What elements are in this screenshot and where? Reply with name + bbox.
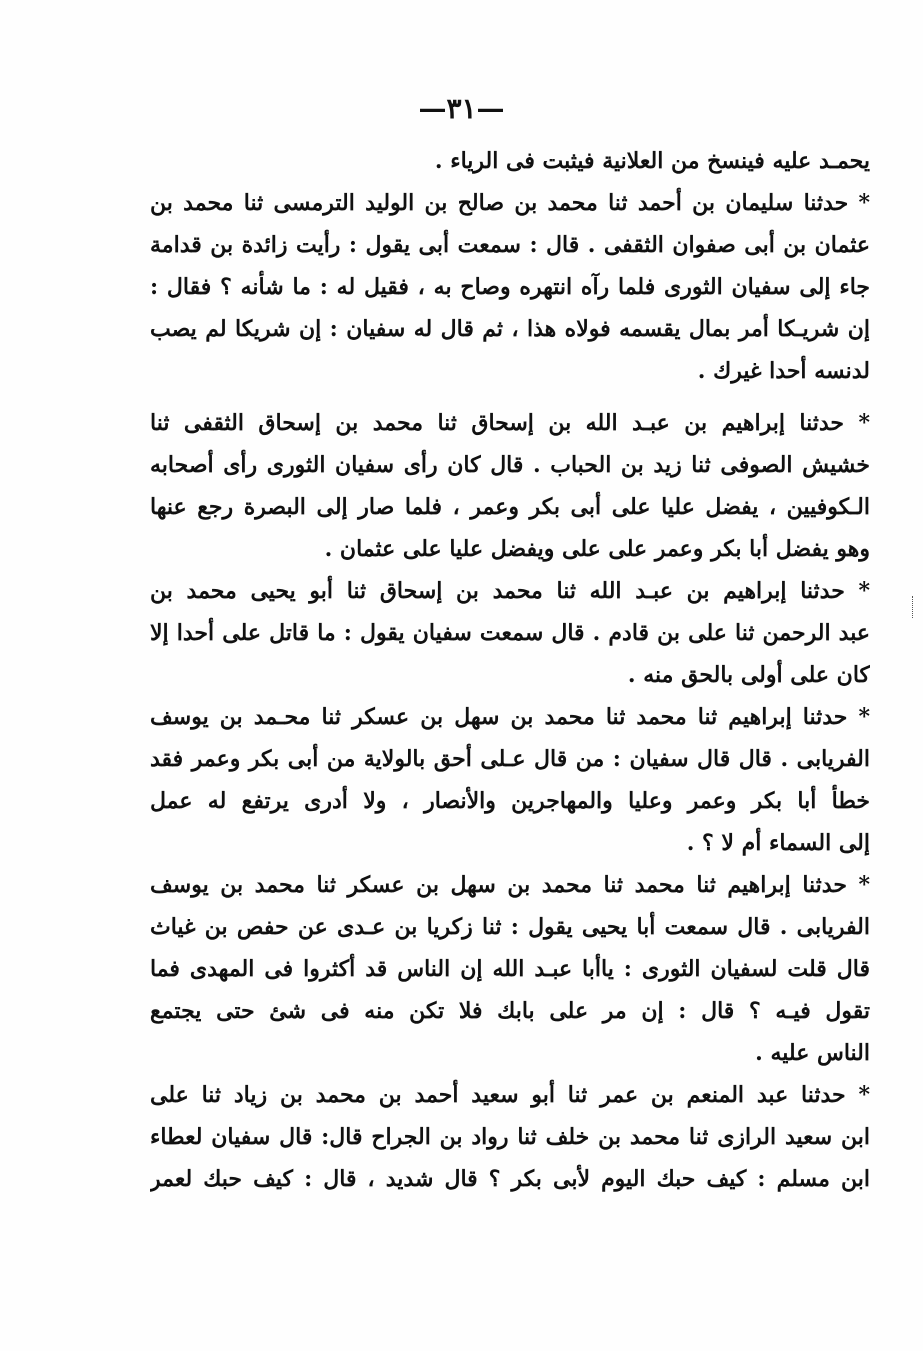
paragraph <box>150 1074 870 1200</box>
text-line: * حدثنا سليمان بن أحمد ثنا محمد بن صالح بن الوليد الترمسى ثنا محمد بن <box>150 190 870 216</box>
text-line: * حدثنا إبراهيم ثنا محمد ثنا محمد بن سهل بن عسكر ثنا محـمد بن يوسف <box>150 704 870 730</box>
paragraph <box>150 696 870 864</box>
text-line: تقول فيـه ؟ قال : إن مر على بابك فلا تكن منه فى شئ حتى يجتمع <box>150 998 870 1024</box>
text-line: الناس عليه . <box>755 1040 870 1066</box>
text-line: * حدثنا إبراهيم ثنا محمد ثنا محمد بن سهل بن عسكر ثنا محمد بن يوسف <box>150 872 870 898</box>
text-line: جاء إلى سفيان الثورى فلما رآه انتهره وصاح به ، فقيل له : ما شأنه ؟ فقال : <box>150 274 870 300</box>
text-line: الفريابى . قال قال سفيان : من قال عـلى أحق بالولاية من أبى بكر وعمر فقد <box>150 746 870 772</box>
text-line: خطأ أبا بكر وعمر وعليا والمهاجرين والأنصار ، ولا أدرى يرتفع له عمل <box>150 788 870 814</box>
text-line: * حدثنا إبراهيم بن عبـد الله ثنا محمد بن إسحاق ثنا أبو يحيى محمد بن <box>150 578 870 604</box>
text-line: خشيش الصوفى ثنا زيد بن الحباب . قال كان رأى سفيان الثورى رأى أصحابه <box>150 452 870 478</box>
paragraph <box>150 402 870 570</box>
text-line: قال قلت لسفيان الثورى : ياأبا عبـد الله إن الناس قد أكثروا فى المهدى فما <box>150 956 870 982</box>
text-body <box>150 140 870 1200</box>
text-line: عثمان بن أبى صفوان الثقفى . قال : سمعت أبى يقول : رأيت زائدة بن قدامة <box>150 232 870 258</box>
text-line: الفريابى . قال سمعت أبا يحيى يقول : ثنا زكريا بن عـدى عن حفص بن غياث <box>150 914 870 940</box>
text-line: إن شريـكا أمر بمال يقسمه فولاه هذا ، ثم قال له سفيان : إن شريكا لم يصب <box>150 316 870 342</box>
text-line: وهو يفضل أبا بكر وعمر على على ويفضل عليا على عثمان . <box>324 536 870 562</box>
paragraph <box>150 864 870 1074</box>
margin-scan-mark <box>912 596 916 618</box>
text-line: * حدثنا عبد المنعم بن عمر ثنا أبو سعيد أحمد بن محمد بن زياد ثنا على <box>150 1082 870 1108</box>
text-line: إلى السماء أم لا ؟ . <box>686 830 870 856</box>
paragraph <box>150 570 870 696</box>
text-line: يحمـد عليه فينسخ من العلانية فيثبت فى الرياء . <box>434 148 870 174</box>
text-line: * حدثنا إبراهيم بن عبـد الله بن إسحاق ثنا محمد بن إسحاق الثقفى ثنا <box>150 410 870 436</box>
text-line: ابن سعيد الرازى ثنا محمد بن خلف ثنا رواد بن الجراح قال: قال سفيان لعطاء <box>150 1124 870 1150</box>
page-number: —٣١— <box>418 92 505 125</box>
text-line: لدنسه أحدا غيرك . <box>697 358 870 384</box>
paragraph-gap <box>150 392 870 402</box>
paragraph <box>150 140 870 182</box>
text-line: كان على أولى بالحق منه . <box>627 662 870 688</box>
text-line: عبد الرحمن ثنا على بن قادم . قال سمعت سفيان يقول : ما قاتل على أحدا إلا <box>150 620 870 646</box>
text-line: الـكوفيين ، يفضل عليا على أبى بكر وعمر ، فلما صار إلى البصرة رجع عنها <box>150 494 870 520</box>
text-line: ابن مسلم : كيف حبك اليوم لأبى بكر ؟ قال شديد ، قال : كيف حبك لعمر <box>150 1166 870 1192</box>
paragraph <box>150 182 870 392</box>
